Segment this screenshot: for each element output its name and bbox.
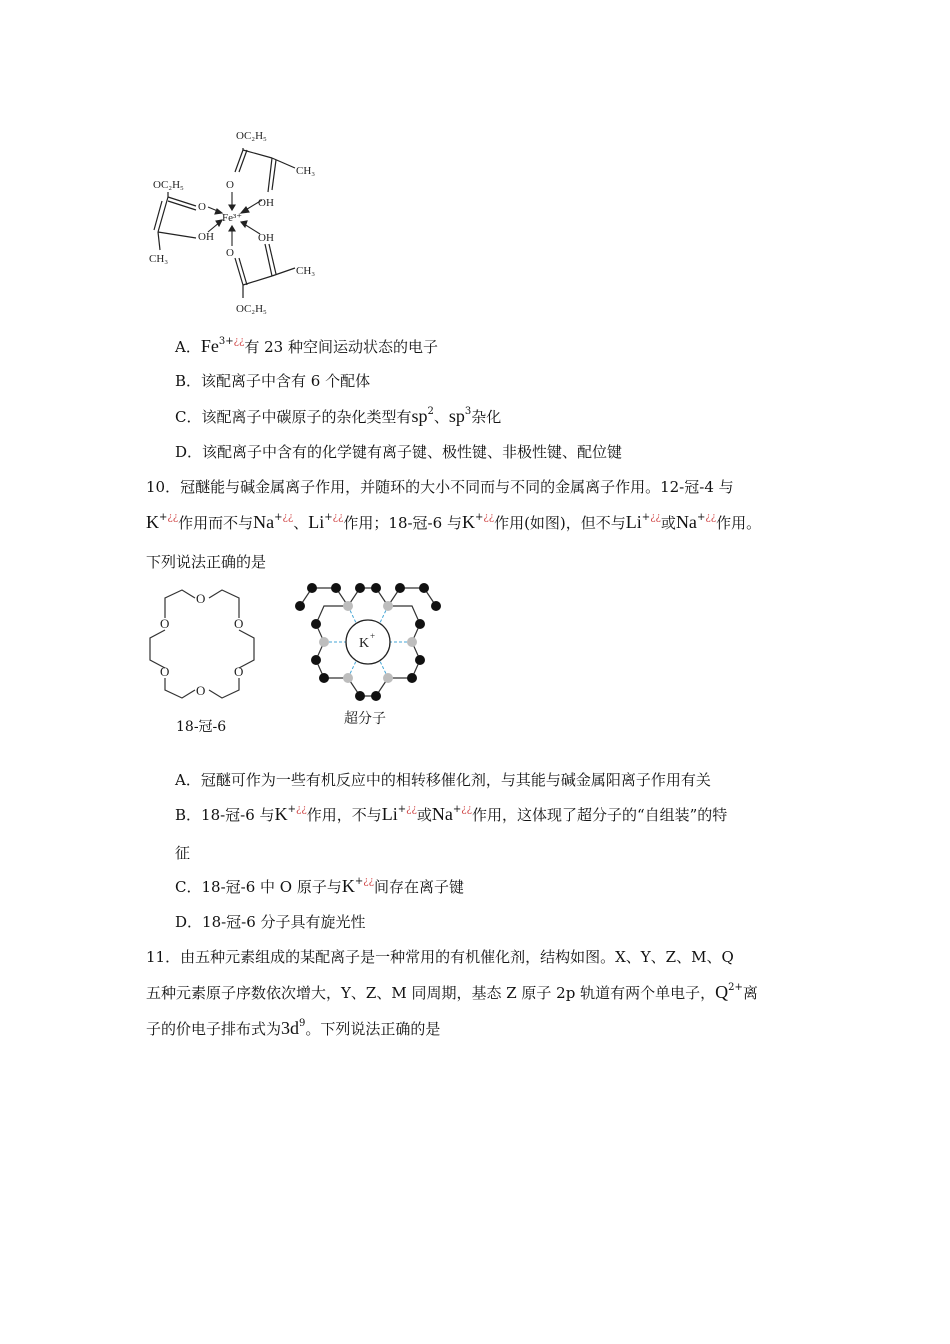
k-ion-symbol: K (359, 636, 370, 651)
q9-option-c: C．该配离子中碳原子的杂化类型有$sp^2$、$sp^3$杂化 (175, 406, 502, 426)
supramolecule-caption: 超分子 (344, 711, 386, 727)
label-ch3-left: CH₃ (149, 253, 169, 265)
q10-option-b: B．18-冠-6 与K+¿¿作用，不与Li+¿¿或Na+¿¿作用，这体现了超分子的“自组装”的特 (175, 804, 728, 824)
q11-line3: 子的价电子排布式为$3d^9$。下列说法正确的是 (146, 1018, 441, 1038)
label-oc2h5-top: OC₂H₅ (236, 130, 267, 142)
q11-line1: 11．由五种元素组成的某配离子是一种常用的有机催化剂，结构如图。X、Y、Z、M、Q (146, 948, 734, 966)
q9-option-a: A．$Fe^{3+¿¿}$有 23 种空间运动状态的电子 (175, 336, 438, 356)
label-oc2h5-left: OC₂H₅ (153, 179, 184, 191)
q9-option-d: D．该配离子中含有的化学键有离子键、极性键、非极性键、配位键 (175, 443, 623, 461)
crown-o-6: O (234, 616, 244, 631)
label-o-top: O (226, 179, 234, 191)
crown-ether-caption: 18-冠-6 (176, 719, 227, 735)
crown-o-5: O (234, 664, 244, 679)
label-o-left: O (198, 201, 206, 213)
q10-option-a: A．冠醚可作为一些有机反应中的相转移催化剂，与其能与碱金属阳离子作用有关 (175, 771, 711, 789)
crown-o-3: O (160, 664, 170, 679)
label-fe-center: Fe³⁺ (222, 212, 243, 224)
q9-option-b: B．该配离子中含有 6 个配体 (175, 372, 371, 390)
label-ch3-bottom: CH₃ (296, 265, 316, 277)
label-oh-top: OH (258, 197, 274, 209)
k-ion-charge: + (370, 631, 376, 641)
crown-o-1: O (196, 591, 206, 606)
q10-option-d: D．18-冠-6 分子具有旋光性 (175, 913, 366, 931)
q10-line1: 10．冠醚能与碱金属离子作用，并随环的大小不同而与不同的金属离子作用。12-冠-4 与 (146, 478, 734, 496)
q10-line2: K+¿¿作用而不与Na+¿¿、Li+¿¿作用；18-冠-6 与K+¿¿作用(如图)，但不与Li+¿¿或Na+¿¿作用。 (146, 512, 762, 532)
label-oh-bottom: OH (258, 232, 274, 244)
label-oh-left: OH (198, 231, 214, 243)
q11-line2: 五种元素原子序数依次增大，Y、Z、M 同周期，基态 Z 原子 2p 轨道有两个单电子，$Q^{2+}$离 (146, 982, 758, 1002)
label-oc2h5-bottom: OC₂H₅ (236, 303, 267, 315)
q10-line3: 下列说法正确的是 (146, 553, 267, 571)
fe-symbol: Fe (200, 336, 219, 356)
label-ch3-top: CH₃ (296, 165, 316, 177)
label-o-bottom: O (226, 247, 234, 259)
crown-o-4: O (196, 683, 206, 698)
q10-option-c: C．18-冠-6 中 O 原子与K+¿¿间存在离子键 (175, 876, 464, 896)
crown-o-2: O (160, 616, 170, 631)
q10-option-b-cont: 征 (175, 844, 191, 862)
